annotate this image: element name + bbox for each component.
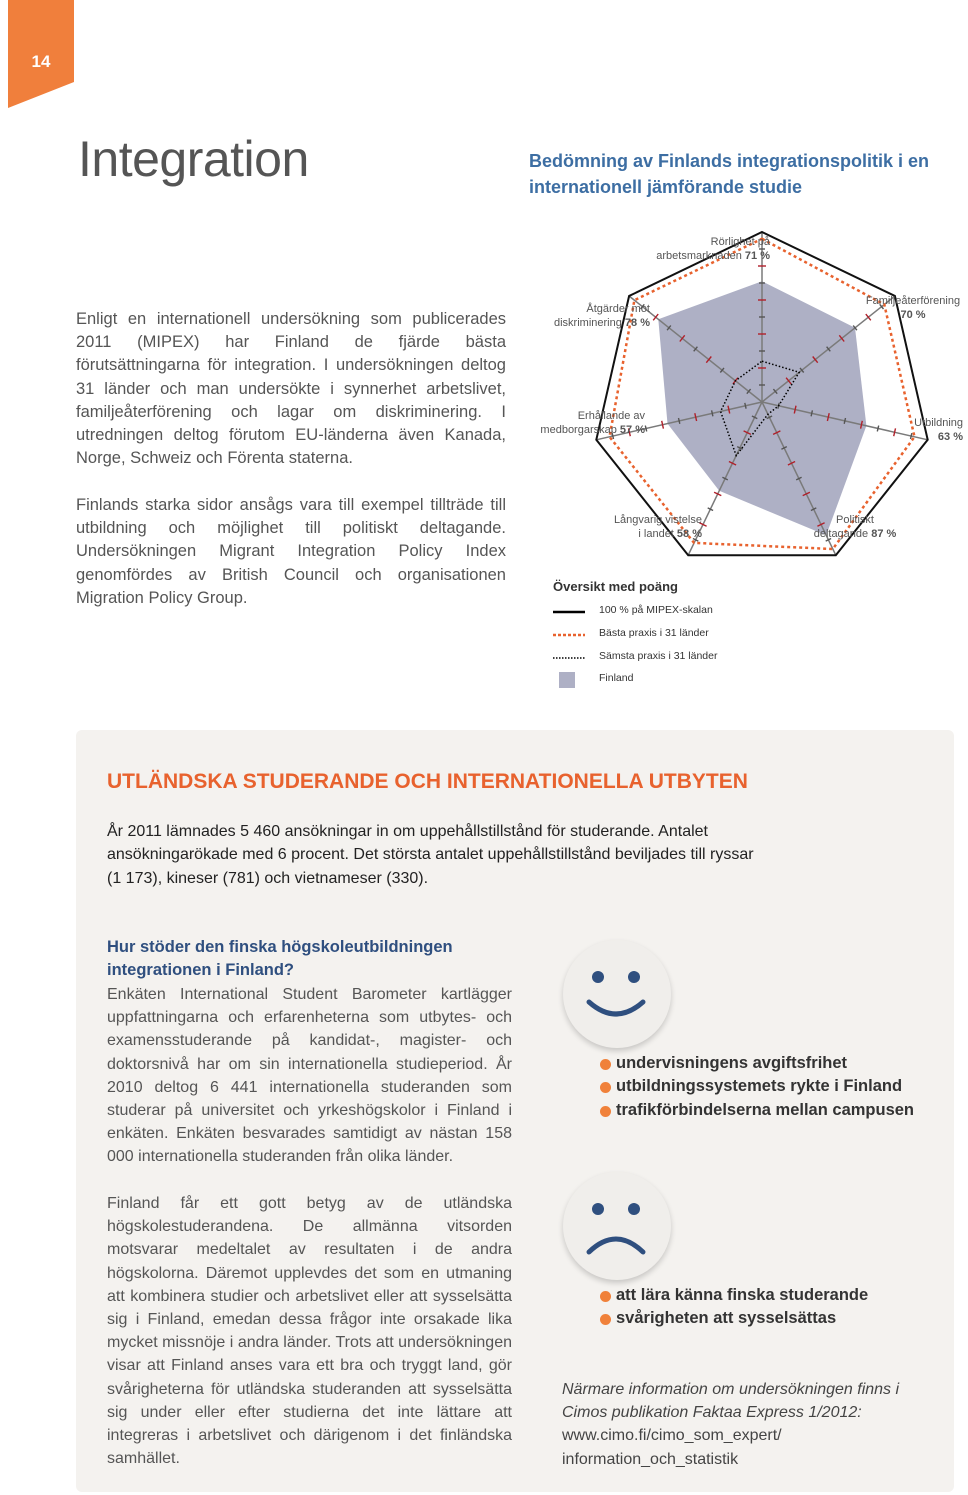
radar-axis-label: Erhållande av medborgarskap 57 % <box>540 410 645 436</box>
chart-title: Bedömning av Finlands integrationspolitik i en internationell jämförande studie <box>529 151 930 197</box>
happy-face-icon <box>563 940 671 1048</box>
radar-axis-label: Långvarig vistelse i landet 58 % <box>613 514 702 540</box>
bullet-icon <box>600 1314 611 1325</box>
intro-paragraph-1: Enligt en internationell undersökning som publicerades 2011 (MIPEX) har Finland de fjärde bästa förutsättningarna för integration. I undersökningen deltog 31 länder och man undersökte i synnerhet arbetslivet, familjeåterförening och lagar om diskriminering. I utredningen deltog förutom EU-länderna även Kanada, Norge, Schweiz och Förenta staterna. <box>76 310 506 468</box>
bullet-icon <box>600 1082 611 1093</box>
legend-dashed-line-icon <box>553 631 585 639</box>
legend-label: Sämsta praxis i 31 länder <box>599 650 718 662</box>
note-text: Närmare information om undersökningen finns i Cimos publikation Faktaa Express 1/2012: <box>562 1381 900 1422</box>
box-paragraph-2: Finland får ett gott betyg av de utländska högskolestuderandena. De allmänna vitsorden motsvarar medeltalet av resultaten i de andra högskolorna. Däremot upplevdes det som en utmaning att kombinera studier och arbetslivet eller att sysselsätta sig i Finland, emedan dessa frågor inte orsakade lika mycket missnöje i andra länder. Trots att undersökningen visar att Finland anses vara ett bra och tryggt land, gör svårigheterna för utländska studeranden att sysselsätta sig under eller efter studierna det inte lättare att integreras i arbetslivet och därigenom i det finländska samhället. <box>107 1195 512 1468</box>
radar-axis-label: Åtgärder mot diskriminering 78 % <box>554 303 650 329</box>
legend-label: Bästa praxis i 31 länder <box>599 627 709 639</box>
list-item: utbildningssystemets rykte i Finland <box>600 1075 914 1098</box>
list-item: undervisningens avgiftsfrihet <box>600 1052 914 1075</box>
list-item: trafikförbindelserna mellan campusen <box>600 1099 914 1122</box>
axis-tick <box>877 426 878 432</box>
axis-tick <box>645 426 646 432</box>
legend-dotted-line-icon <box>553 654 585 662</box>
more-info-note <box>562 1378 932 1471</box>
list-item: att lära känna finska studerande <box>600 1284 868 1307</box>
intro-paragraph-2: Finlands starka sidor ansågs vara till exempel tillträde till utbildning och möjlighet till politiskt deltagande. Undersökningen Migrant Integration Policy Index genomfördes av British Council och organisationen Migration Policy Group. <box>76 496 506 607</box>
radar-axis-label: Rörlighet på arbetsmarknaden 71 % <box>656 236 770 262</box>
box-heading: UTLÄNDSKA STUDERANDE OCH INTERNATIONELLA UTBYTEN <box>107 770 748 793</box>
box-paragraph-1: Enkäten International Student Barometer kartlägger uppfattningarna och erfarenheterna som utbytes- och examensstuderande på kandidat-, magister- och doktorsnivå har om sin internationella studieperiod. År 2010 deltog 6 441 internationella studeranden som studerar på universitet och yrkeshögskolor i Finland i enkäten. Enkäten besvarades samtidigt av nästan 158 000 internationella studeranden från olika länder. <box>107 986 512 1166</box>
list-item: svårigheten att sysselsättas <box>600 1307 868 1330</box>
legend-label: Finland <box>599 672 634 684</box>
bullet-icon <box>600 1059 611 1070</box>
info-link[interactable]: www.cimo.fi/cimo_som_expert/ information_och_statistik <box>562 1427 782 1468</box>
radar-axis-label: Politiskt deltagande 87 % <box>813 514 897 540</box>
radar-axis-label: Utbildning 63 % <box>914 417 963 443</box>
positives-list <box>600 1052 914 1122</box>
legend-label: 100 % på MIPEX-skalan <box>599 604 713 616</box>
radar-axis-label: Familjeåterförening 70 % <box>865 295 961 321</box>
legend-fill-swatch-icon <box>559 672 575 688</box>
legend-solid-line-icon <box>553 608 585 616</box>
question-heading: Hur stöder den finska högskoleutbildningen integrationen i Finland? <box>107 938 453 979</box>
bullet-icon <box>600 1106 611 1117</box>
sad-face-icon <box>563 1172 671 1280</box>
box-lead-paragraph: År 2011 lämnades 5 460 ansökningar in om uppehållstillstånd för studerande. Antalet ansökningarökade med 6 procent. Det största antalet uppehållstillstånd beviljades till ryssar (1 173), kineser (781) och vietnameser (330). <box>107 823 754 887</box>
negatives-list <box>600 1284 868 1331</box>
bullet-icon <box>600 1291 611 1302</box>
axis-tick <box>662 421 664 429</box>
page-number: 14 <box>31 52 51 71</box>
legend-title: Översikt med poäng <box>553 579 678 594</box>
page-title: Integration <box>78 131 309 187</box>
radar-chart <box>530 230 960 560</box>
